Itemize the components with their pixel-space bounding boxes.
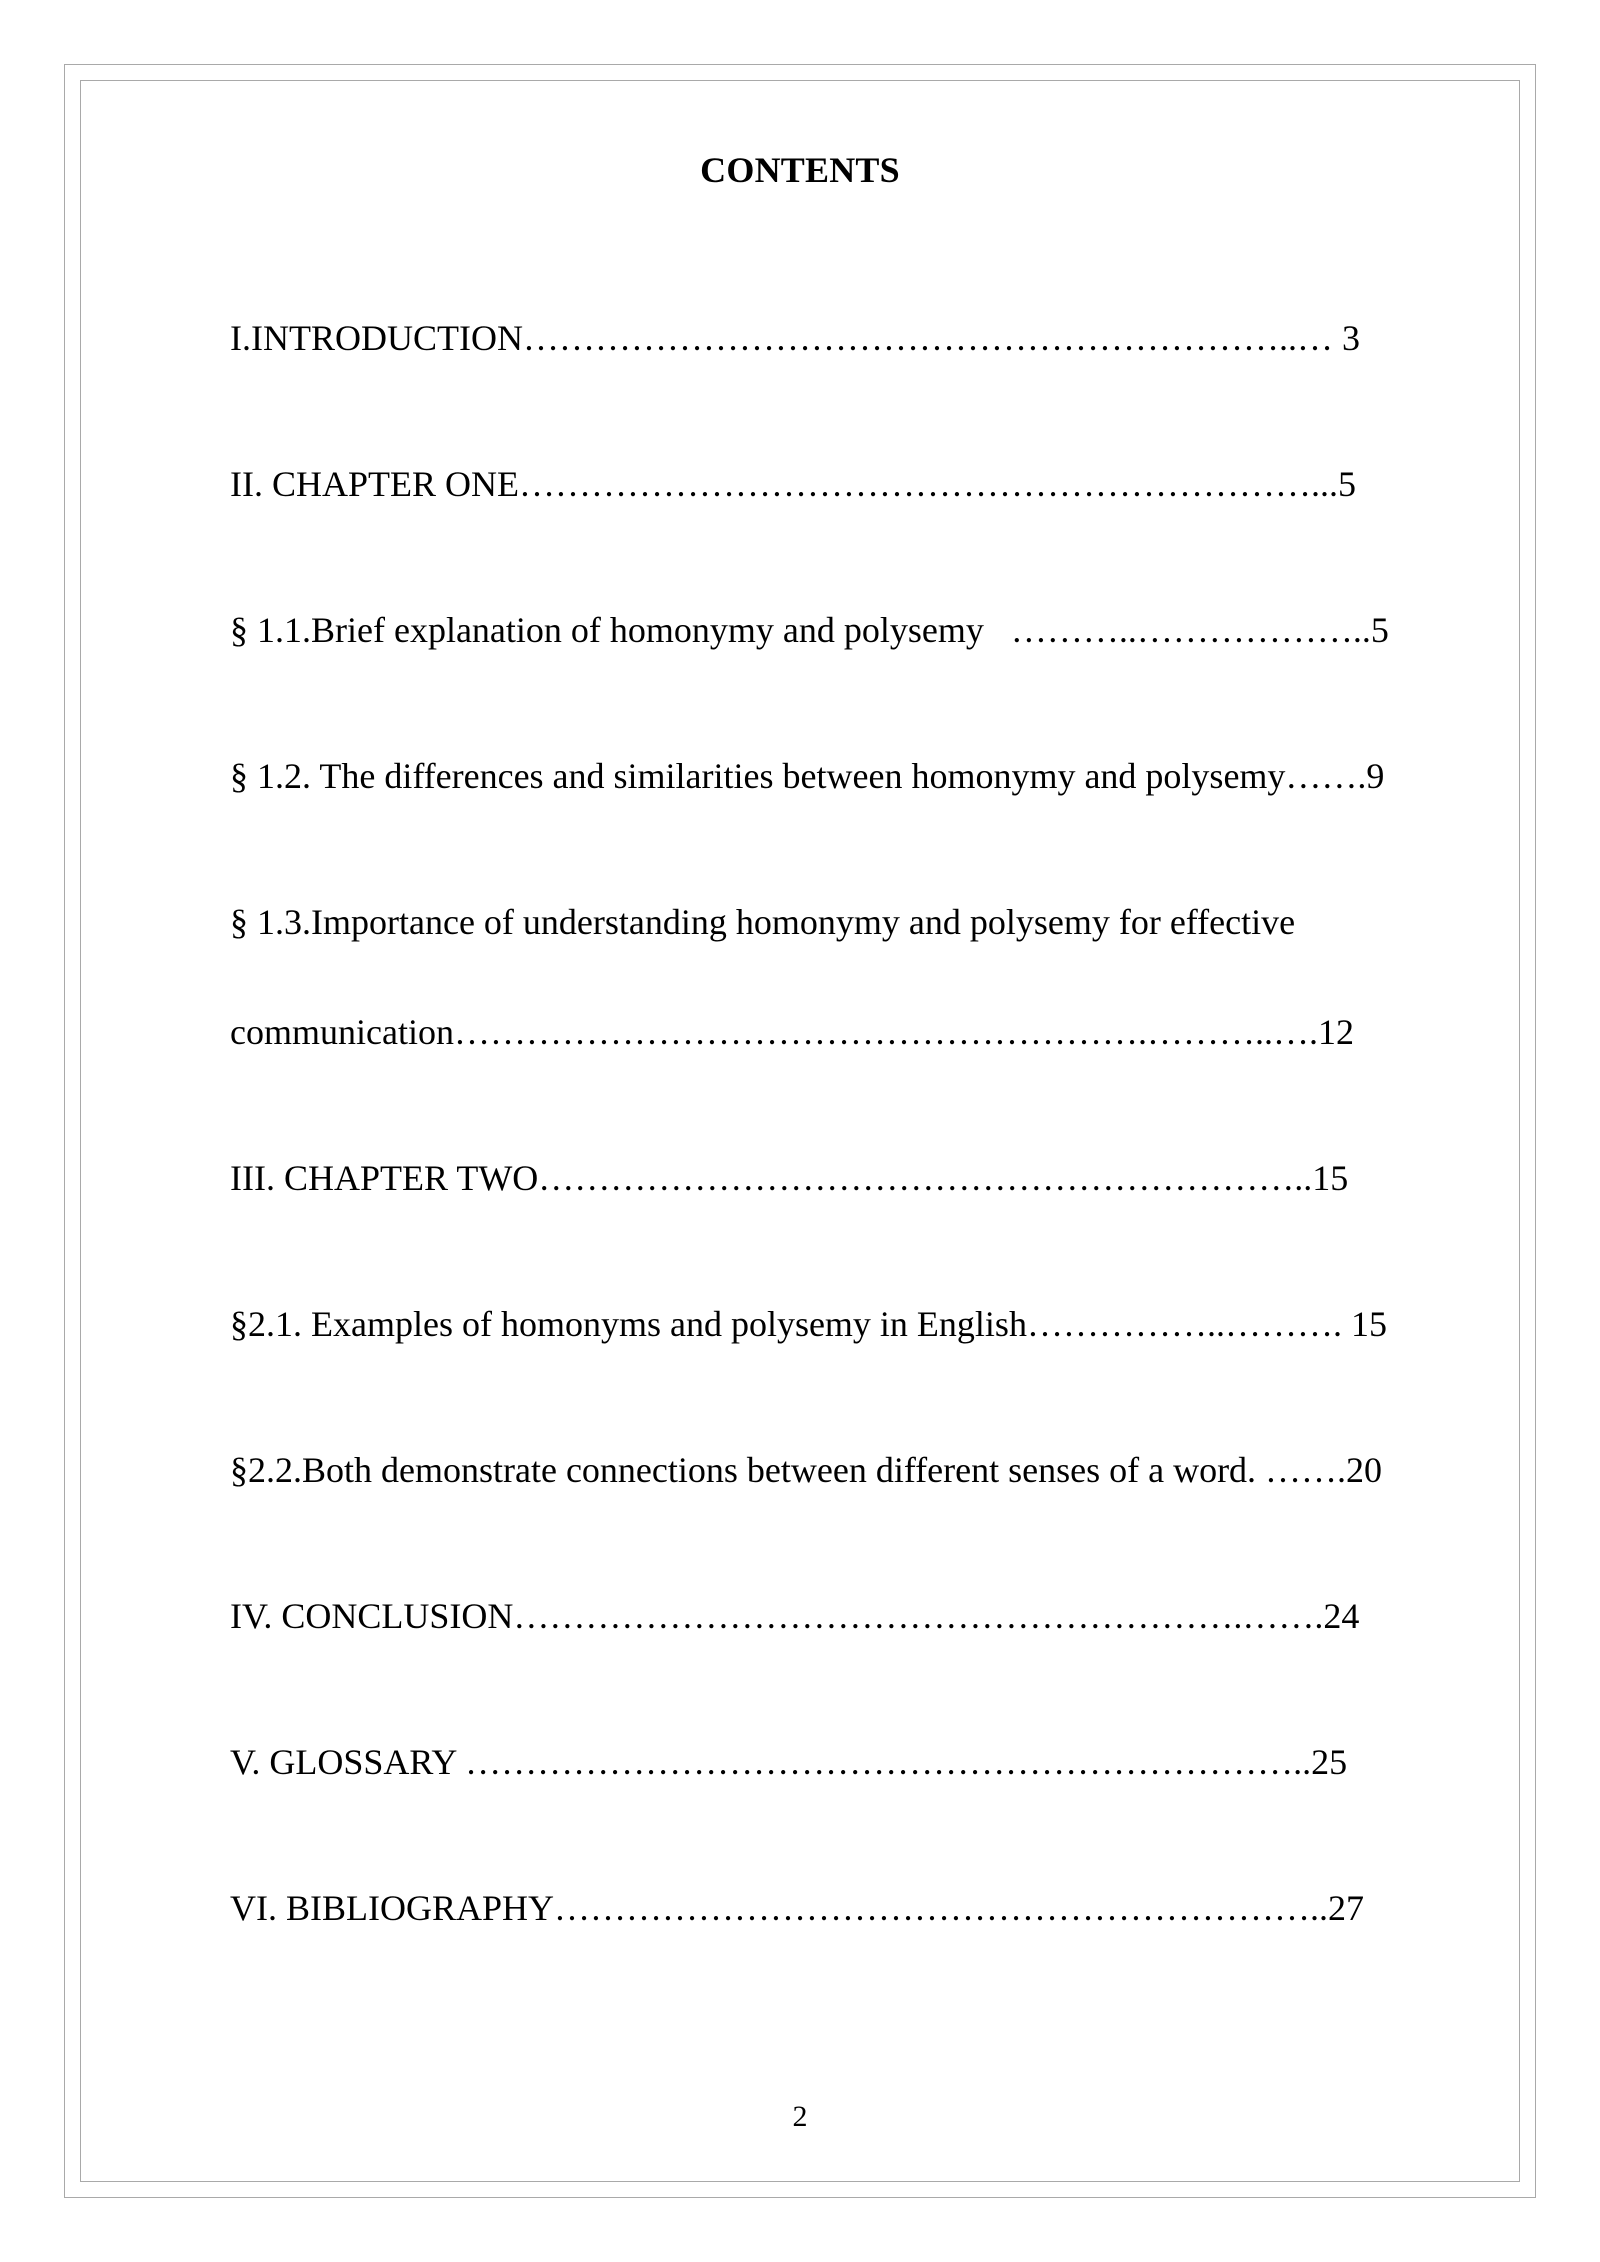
toc-entry-chapter-one: II. CHAPTER ONE…………………………………………………………...5 — [230, 464, 1356, 504]
page-title: CONTENTS — [700, 150, 900, 190]
toc-entry-2-1: §2.1. Examples of homonyms and polysemy in English……………..………. 15 — [230, 1304, 1387, 1344]
toc-entry-1-3: § 1.3.Importance of understanding homonymy and polysemy for effective — [230, 902, 1296, 942]
toc-entry-1-2: § 1.2. The differences and similarities between homonymy and polysemy…….9 — [230, 756, 1385, 796]
page-number: 2 — [792, 2100, 808, 2133]
toc-entry-bibliography: VI. BIBLIOGRAPHY………………………………………………………..27 — [230, 1888, 1364, 1928]
toc-entry-introduction: I.INTRODUCTION………………………………………………………..… 3 — [230, 318, 1360, 358]
toc-entry-1-1: § 1.1.Brief explanation of homonymy and polysemy ………..………………..5 — [230, 610, 1389, 650]
toc-entry-2-2: §2.2.Both demonstrate connections between different senses of a word. …….20 — [230, 1450, 1383, 1490]
toc-entry-glossary: V. GLOSSARY ……………………………………………………………..25 — [230, 1742, 1348, 1782]
page-border-inner — [80, 80, 1520, 2182]
toc-entry-1-3-continued: communication………………………………………………….………..….12 — [230, 1012, 1354, 1052]
toc-entry-chapter-two: III. CHAPTER TWO………………………………………………………..15 — [230, 1158, 1349, 1198]
toc-entry-conclusion: IV. CONCLUSION…………………………………………………….…….24 — [230, 1596, 1360, 1636]
